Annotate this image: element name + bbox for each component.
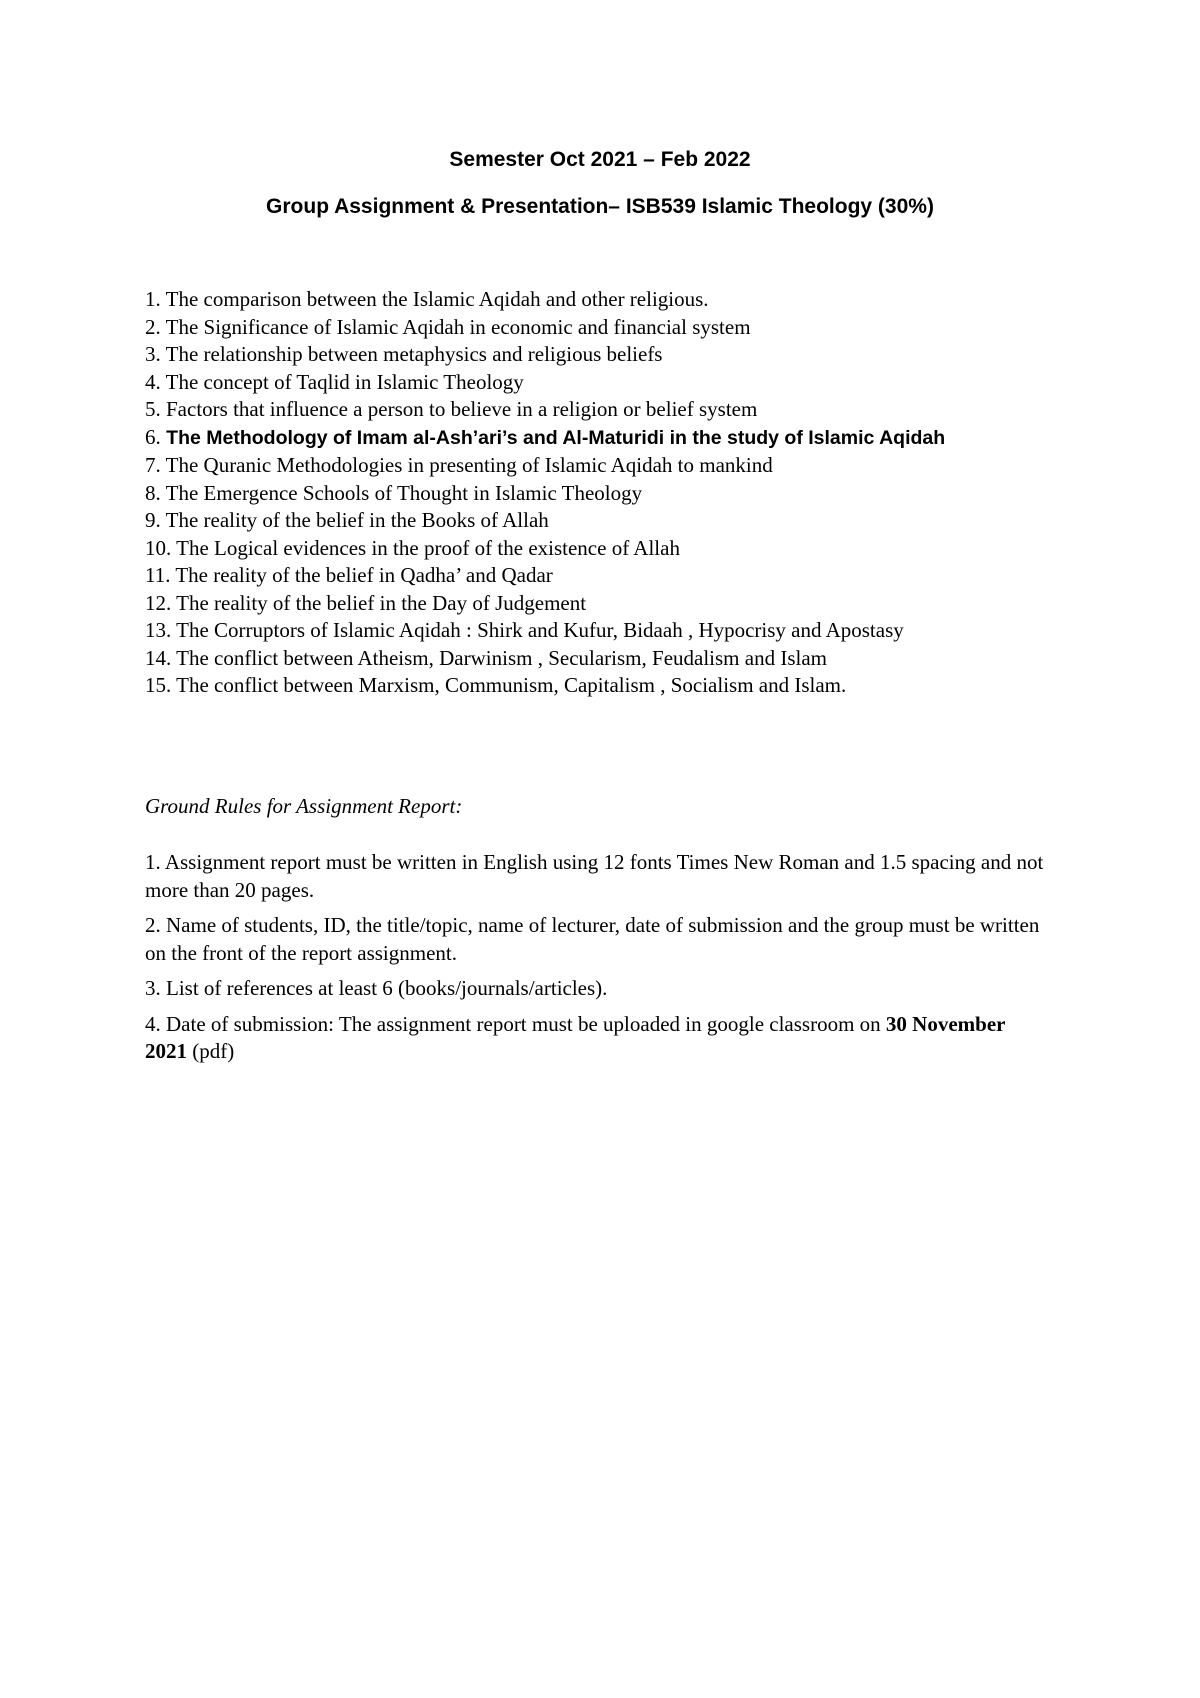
topic-text: Factors that influence a person to believe in a religion or belief system bbox=[166, 397, 758, 421]
topic-text: The relationship between metaphysics and religious beliefs bbox=[165, 342, 663, 366]
topic-number: 2. bbox=[145, 314, 161, 339]
topic-text: The Quranic Methodologies in presenting of Islamic Aqidah to mankind bbox=[165, 453, 773, 477]
topic-text: The Logical evidences in the proof of the existence of Allah bbox=[176, 535, 680, 560]
topic-text: The Corruptors of Islamic Aqidah : Shirk and Kufur, Bidaah , Hypocrisy and Apostasy bbox=[176, 618, 904, 642]
topic-item bbox=[145, 562, 1065, 590]
rule-text: 2. Name of students, ID, the title/topic, name of lecturer, date of submission and the group must be written on the front of the report assignment. bbox=[145, 913, 1040, 965]
topic-number: 9. bbox=[145, 508, 161, 532]
topic-number: 5. bbox=[145, 397, 161, 421]
rule-text: 3. List of references at least 6 (books/journals/articles). bbox=[145, 976, 608, 1000]
topic-text: The Emergence Schools of Thought in Islamic Theology bbox=[165, 480, 643, 505]
rule-item bbox=[145, 849, 1045, 904]
topic-list bbox=[145, 286, 1065, 700]
topic-text: The reality of the belief in the Books of Allah bbox=[165, 508, 549, 532]
topic-item bbox=[145, 452, 1065, 480]
topic-text: The Significance of Islamic Aqidah in economic and financial system bbox=[165, 314, 751, 339]
topic-item bbox=[145, 286, 1065, 314]
ground-rules-heading: Ground Rules for Assignment Report: bbox=[145, 794, 463, 818]
topic-text: The conflict between Marxism, Communism, Capitalism , Socialism and Islam. bbox=[176, 673, 847, 697]
topic-number: 11. bbox=[145, 563, 171, 587]
topic-item bbox=[145, 507, 1065, 535]
topic-item bbox=[145, 672, 905, 700]
topic-item-highlighted bbox=[145, 424, 1065, 453]
topic-item bbox=[145, 617, 1065, 645]
topic-number: 3. bbox=[145, 342, 161, 366]
semester-heading: Semester Oct 2021 – Feb 2022 bbox=[449, 148, 751, 171]
rule-item bbox=[145, 975, 1045, 1003]
ground-rules-list bbox=[145, 849, 1045, 1074]
topic-number: 8. bbox=[145, 480, 161, 505]
assignment-title: Group Assignment & Presentation– ISB539 Islamic Theology (30%) bbox=[266, 195, 934, 218]
topic-number: 7. bbox=[145, 453, 161, 477]
topic-number: 10. bbox=[145, 535, 172, 560]
topic-text: The reality of the belief in Qadha’ and Qadar bbox=[175, 563, 553, 587]
topic-number: 1. bbox=[145, 287, 161, 311]
topic-item bbox=[145, 369, 1065, 397]
topic-item bbox=[145, 645, 1065, 673]
topic-item bbox=[145, 396, 1065, 424]
topic-number: 4. bbox=[145, 369, 161, 394]
topic-number: 14. bbox=[145, 645, 172, 670]
topic-number: 12. bbox=[145, 590, 172, 615]
topic-item bbox=[145, 314, 1065, 342]
topic-item bbox=[145, 590, 1065, 618]
rule-text: 4. Date of submission: The assignment report must be uploaded in google classroom on bbox=[145, 1011, 881, 1036]
topic-item bbox=[145, 480, 1065, 508]
file-format-note: (pdf) bbox=[192, 1039, 235, 1063]
topic-text: The reality of the belief in the Day of Judgement bbox=[176, 590, 587, 615]
topic-text: The concept of Taqlid in Islamic Theology bbox=[165, 369, 524, 394]
topic-number: 13. bbox=[145, 618, 172, 642]
topic-item bbox=[145, 535, 1065, 563]
rule-text: 1. Assignment report must be written in English using 12 fonts Times New Roman and 1.5 spacing and not more than 20 pages. bbox=[145, 850, 1044, 902]
submission-deadline: 30 November 2021 bbox=[145, 1011, 1006, 1063]
topic-item bbox=[145, 341, 1065, 369]
topic-text: The Methodology of Imam al-Ash’ari’s and Al-Maturidi in the study of Islamic Aqidah bbox=[166, 426, 946, 449]
topic-number: 15. bbox=[145, 673, 172, 697]
rule-item bbox=[145, 1011, 1045, 1066]
topic-text: The comparison between the Islamic Aqidah and other religious. bbox=[165, 287, 709, 311]
topic-number: 6. bbox=[145, 424, 161, 449]
topic-text: The conflict between Atheism, Darwinism , Secularism, Feudalism and Islam bbox=[176, 645, 827, 670]
rule-item bbox=[145, 912, 1045, 967]
